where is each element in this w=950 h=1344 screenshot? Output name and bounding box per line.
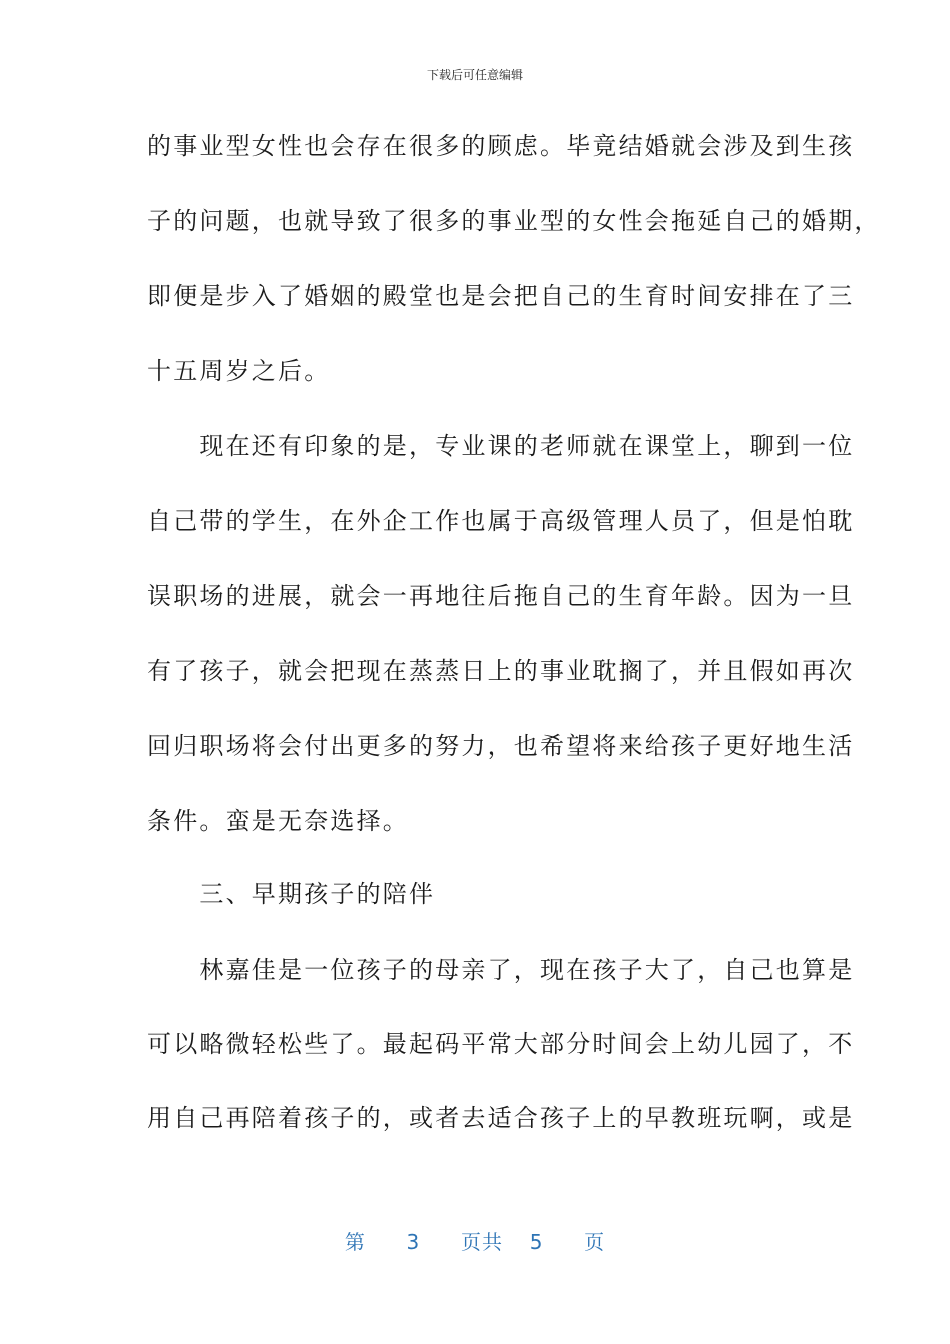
body-text-line: 林嘉佳是一位孩子的母亲了，现在孩子大了，自己也算是 bbox=[147, 956, 855, 984]
body-text-line: 有了孩子，就会把现在蒸蒸日上的事业耽搁了，并且假如再次 bbox=[147, 657, 855, 685]
body-text-line: 回归职场将会付出更多的努力，也希望将来给孩子更好地生活 bbox=[147, 732, 855, 760]
page-label-prefix: 第 bbox=[344, 1230, 366, 1254]
body-text-line: 自己带的学生，在外企工作也属于高级管理人员了，但是怕耽 bbox=[147, 507, 855, 535]
body-text-line: 现在还有印象的是，专业课的老师就在课堂上，聊到一位 bbox=[147, 432, 855, 460]
page-label-suffix: 页 bbox=[584, 1230, 606, 1254]
page-label-middle: 页共 bbox=[461, 1230, 503, 1254]
body-text-line: 子的问题，也就导致了很多的事业型的女性会拖延自己的婚期， bbox=[147, 207, 881, 235]
body-text-line: 可以略微轻松些了。最起码平常大部分时间会上幼儿园了，不 bbox=[147, 1030, 855, 1058]
section-heading: 三、早期孩子的陪伴 bbox=[147, 880, 436, 908]
total-pages-number: 5 bbox=[529, 1230, 544, 1254]
body-text-line: 十五周岁之后。 bbox=[147, 357, 331, 385]
page-footer bbox=[0, 1226, 950, 1255]
current-page-number: 3 bbox=[406, 1230, 421, 1254]
body-text-line: 条件。蛮是无奈选择。 bbox=[147, 807, 409, 835]
body-text-line: 误职场的进展，就会一再地往后拖自己的生育年龄。因为一旦 bbox=[147, 582, 855, 610]
body-text-line: 即便是步入了婚姻的殿堂也是会把自己的生育时间安排在了三 bbox=[147, 282, 855, 310]
body-text-line: 用自己再陪着孩子的，或者去适合孩子上的早教班玩啊，或是 bbox=[147, 1104, 855, 1132]
body-text-line: 的事业型女性也会存在很多的顾虑。毕竟结婚就会涉及到生孩 bbox=[147, 132, 855, 160]
page-header: 下载后可任意编辑 bbox=[426, 68, 523, 82]
